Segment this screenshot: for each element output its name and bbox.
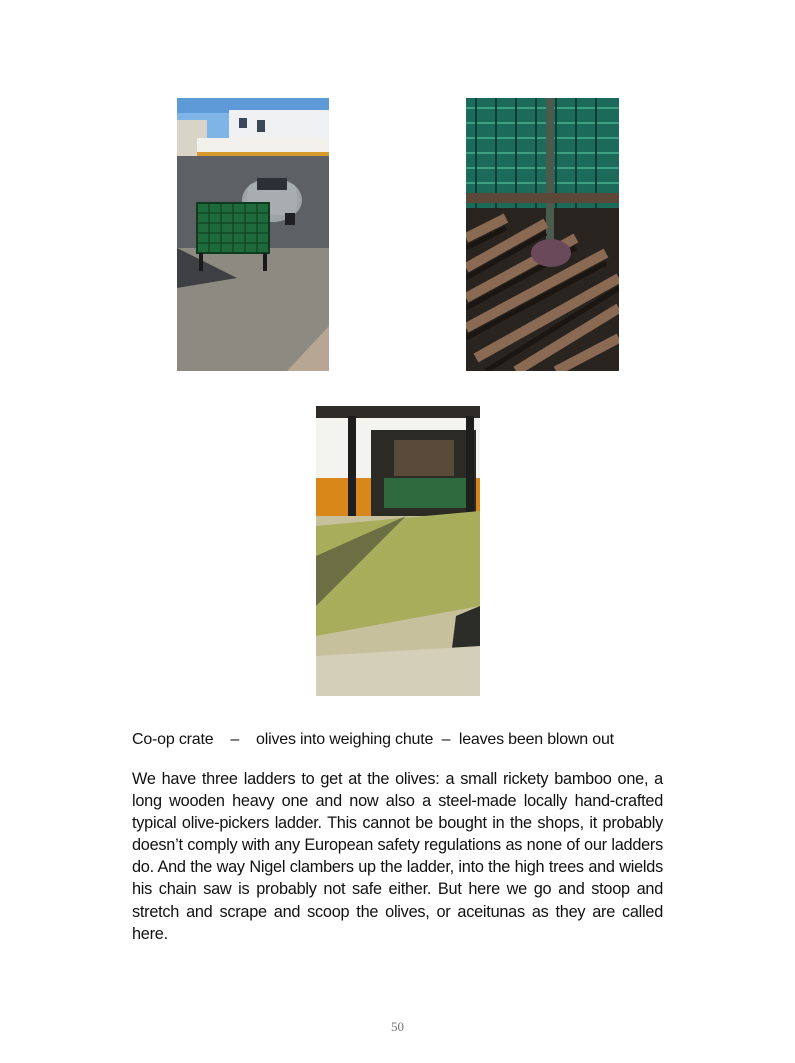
page-number: 50	[391, 1019, 404, 1034]
weighing-chute-photo	[466, 98, 619, 371]
body-paragraph: We have three ladders to get at the olives: a small rickety bamboo one, a long wooden heavy one and now also a steel-made locally hand-crafted typical olive-pickers ladder. This cannot be bought in the shops, it probably doesn’t comply with any European safety regulations as none of our ladders do. And the way Nigel clambers up the ladder, into the high trees and wields his chain saw is probably not safe either. But here we go and stoop and stretch and scrape and scoop the olives, or aceitunas as they are called here.	[132, 770, 663, 943]
blown-leaves-photo	[316, 406, 480, 696]
photo-caption: Co-op crate – olives into weighing chute – leaves been blown out	[132, 731, 614, 748]
blown-leaves-image	[316, 406, 480, 696]
weighing-chute-image	[466, 98, 619, 371]
co-op-crate-image	[177, 98, 329, 371]
co-op-crate-photo	[177, 98, 329, 371]
